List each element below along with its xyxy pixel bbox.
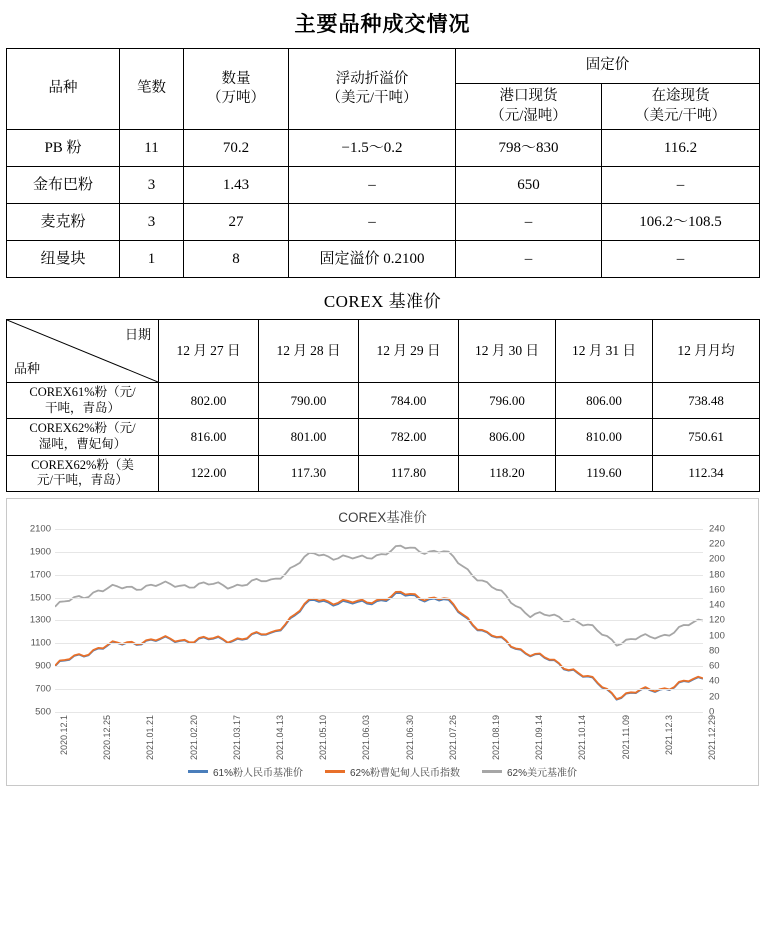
cell-value: 810.00 — [556, 419, 653, 455]
row-header-line1: COREX62%粉（美 — [31, 457, 134, 472]
chart-x-tick-label: 2021.04.13 — [275, 714, 285, 760]
cell-kind: 麦克粉 — [7, 204, 120, 241]
chart-gridline — [55, 689, 703, 690]
table-row — [7, 383, 760, 419]
chart-y-tick-label: 2100 — [29, 523, 51, 535]
corner-header — [7, 320, 159, 383]
chart-y-tick-label: 1100 — [30, 637, 51, 649]
chart-legend-item[interactable] — [482, 764, 577, 779]
table-row — [7, 455, 760, 491]
chart-gridline — [55, 666, 703, 667]
cell-value: 796.00 — [459, 383, 556, 419]
corner-label-date: 日期 — [124, 327, 151, 343]
cell-quantity: 27 — [184, 204, 289, 241]
cell-float: 固定溢价 0.2100 — [289, 241, 456, 278]
corner-label-kind: 品种 — [14, 360, 41, 376]
header-date: 12 月 28 日 — [259, 320, 359, 383]
cell-value: 782.00 — [359, 419, 459, 455]
chart-x-tick-label: 2021.10.14 — [577, 714, 588, 760]
chart-series-line — [55, 546, 703, 646]
chart-legend — [7, 764, 758, 779]
table-row — [7, 241, 760, 278]
cell-value: 118.20 — [459, 455, 556, 491]
chart-legend-swatch-icon — [482, 770, 502, 773]
header-date: 12 月 30 日 — [459, 320, 556, 383]
chart-gridline — [55, 598, 703, 599]
chart-y2-tick-label: 240 — [709, 523, 725, 535]
page-title: 主要品种成交情况 — [294, 12, 471, 36]
header-date: 12 月 31 日 — [556, 320, 653, 383]
cell-value: 117.30 — [259, 455, 359, 491]
cell-kind: PB 粉 — [7, 130, 120, 167]
row-header-corex62-cny — [7, 419, 159, 455]
cell-count: 3 — [120, 167, 184, 204]
header-count: 笔数 — [120, 49, 184, 130]
chart-x-tick-label: 2021.09.14 — [534, 714, 545, 760]
table-row — [7, 167, 760, 204]
cell-port: 798～830 — [456, 130, 602, 167]
cell-float: – — [289, 167, 456, 204]
chart-title: COREX基准价 — [338, 509, 427, 525]
corex-benchmark-table — [6, 319, 760, 492]
chart-y2-tick-label: 20 — [709, 691, 720, 703]
cell-value: 806.00 — [556, 383, 653, 419]
chart-x-tick-label: 2021.02.20 — [188, 714, 199, 760]
chart-series-line — [55, 592, 703, 699]
chart-legend-label: 62%美元基准价 — [507, 767, 578, 779]
cell-value: 750.61 — [653, 419, 760, 455]
header-transit-line2: （美元/干吨） — [634, 107, 727, 124]
chart-y2-tick-label: 0 — [709, 706, 715, 718]
transaction-summary-table — [6, 48, 760, 278]
header-quantity-line2: （万吨） — [207, 90, 265, 107]
table-row — [7, 130, 760, 167]
cell-transit: – — [602, 167, 760, 204]
chart-y2-tick-label: 140 — [709, 599, 725, 611]
header-port-line2: （元/湿吨） — [490, 107, 567, 124]
chart-plot-area — [55, 529, 703, 712]
corex-price-chart — [6, 498, 759, 786]
cell-float: – — [289, 204, 456, 241]
chart-y-tick-label: 500 — [35, 706, 51, 718]
row-header-line2: 干吨，青岛） — [44, 400, 120, 415]
cell-value: 117.80 — [359, 455, 459, 491]
chart-y2-tick-label: 100 — [709, 630, 725, 642]
cell-count: 11 — [120, 130, 184, 167]
cell-port: – — [456, 204, 602, 241]
chart-gridline — [55, 620, 703, 621]
cell-transit: 116.2 — [602, 130, 760, 167]
table-row — [7, 320, 760, 383]
chart-gridline — [55, 575, 703, 576]
chart-x-tick-label: 2021.06.03 — [361, 714, 372, 760]
chart-legend-label: 61%粉人民币基准价 — [212, 767, 303, 779]
header-float-premium — [289, 49, 456, 130]
cell-value: 122.00 — [159, 455, 259, 491]
cell-transit: – — [602, 241, 760, 278]
chart-y2-tick-label: 220 — [709, 538, 725, 550]
cell-value: 119.60 — [556, 455, 653, 491]
chart-legend-label: 62%粉曹妃甸人民币指数 — [349, 767, 460, 779]
chart-y2-tick-label: 40 — [709, 675, 720, 687]
chart-y-axis-right — [705, 523, 749, 718]
row-header-line2: 湿吨，曹妃甸） — [38, 437, 127, 451]
chart-y-tick-label: 1700 — [29, 569, 51, 581]
chart-y-tick-label: 700 — [35, 683, 51, 695]
chart-legend-swatch-icon — [325, 770, 345, 773]
header-transit-line1: 在途现货 — [651, 88, 710, 104]
chart-legend-item[interactable] — [325, 764, 460, 779]
cell-value: 112.34 — [653, 455, 760, 491]
chart-x-tick-label: 2021.12.29 — [707, 714, 717, 760]
chart-x-tick-label: 2020.12.1 — [59, 714, 69, 755]
chart-legend-item[interactable] — [188, 764, 303, 779]
chart-x-tick-label: 2021.03.17 — [231, 714, 242, 760]
chart-y2-tick-label: 180 — [709, 569, 725, 581]
chart-y-tick-label: 900 — [35, 660, 51, 672]
chart-x-tick-label: 2021.07.26 — [447, 714, 458, 760]
chart-y-tick-label: 1300 — [29, 614, 51, 626]
cell-value: 784.00 — [359, 383, 459, 419]
cell-value: 738.48 — [653, 383, 760, 419]
header-date: 12 月 27 日 — [159, 320, 259, 383]
row-header-line2: 元/干吨，青岛） — [37, 473, 128, 488]
cell-value: 802.00 — [159, 383, 259, 419]
cell-transit: 106.2～108.5 — [602, 204, 760, 241]
header-port-spot — [456, 84, 602, 130]
chart-y2-tick-label: 200 — [709, 553, 725, 565]
chart-series-line — [55, 593, 703, 700]
cell-count: 1 — [120, 241, 184, 278]
chart-y2-tick-label: 160 — [709, 584, 725, 596]
cell-port: 650 — [456, 167, 602, 204]
header-float-line1: 浮动折溢价 — [335, 70, 409, 87]
cell-value: 801.00 — [259, 419, 359, 455]
header-fixed-price: 固定价 — [456, 49, 760, 84]
chart-y-axis-left — [7, 523, 51, 718]
chart-gridline — [55, 643, 703, 644]
chart-gridline — [55, 552, 703, 553]
cell-kind: 金布巴粉 — [7, 167, 120, 204]
chart-y-tick-label: 1900 — [29, 546, 51, 558]
header-kind: 品种 — [7, 49, 120, 130]
table-row — [7, 204, 760, 241]
header-date: 12 月 29 日 — [359, 320, 459, 383]
chart-y2-tick-label: 120 — [709, 614, 725, 626]
chart-y2-tick-label: 60 — [709, 660, 720, 672]
section-title-corex: COREX 基准价 — [323, 292, 442, 312]
row-header-line1: COREX61%粉（元/ — [29, 385, 136, 400]
chart-y2-tick-label: 80 — [709, 645, 720, 657]
cell-value: 790.00 — [259, 383, 359, 419]
chart-x-tick-label: 2021.12.3 — [663, 714, 674, 755]
header-quantity-line1: 数量 — [221, 70, 251, 87]
cell-value: 816.00 — [159, 419, 259, 455]
chart-gridline — [55, 712, 703, 713]
chart-x-tick-label: 2021.08.19 — [491, 714, 501, 760]
cell-quantity: 8 — [184, 241, 289, 278]
chart-legend-swatch-icon — [188, 770, 208, 773]
chart-x-axis — [55, 714, 717, 771]
row-header-corex61-cny — [7, 383, 159, 419]
row-header-corex62-usd — [7, 455, 159, 491]
cell-port: – — [456, 241, 602, 278]
row-header-line1: COREX62%粉（元/ — [29, 421, 136, 436]
header-float-line2: （美元/干吨） — [326, 90, 418, 107]
cell-quantity: 1.43 — [184, 167, 289, 204]
cell-quantity: 70.2 — [184, 130, 289, 167]
chart-x-tick-label: 2021.05.10 — [318, 714, 329, 760]
chart-x-tick-label: 2021.01.21 — [145, 714, 156, 760]
cell-value: 806.00 — [459, 419, 556, 455]
chart-x-tick-label: 2021.11.09 — [620, 714, 631, 760]
header-transit-spot — [602, 84, 760, 130]
cell-count: 3 — [120, 204, 184, 241]
header-port-line1: 港口现货 — [499, 88, 558, 104]
header-date: 12 月月均 — [653, 320, 760, 383]
cell-float: −1.5～0.2 — [289, 130, 456, 167]
table-row — [7, 419, 760, 455]
chart-gridline — [55, 529, 703, 530]
header-quantity — [184, 49, 289, 130]
chart-x-tick-label: 2021.06.30 — [404, 714, 415, 760]
chart-y-tick-label: 1500 — [29, 592, 51, 603]
cell-kind: 纽曼块 — [7, 241, 120, 278]
table-row — [7, 49, 760, 84]
chart-x-tick-label: 2020.12.25 — [102, 714, 113, 760]
